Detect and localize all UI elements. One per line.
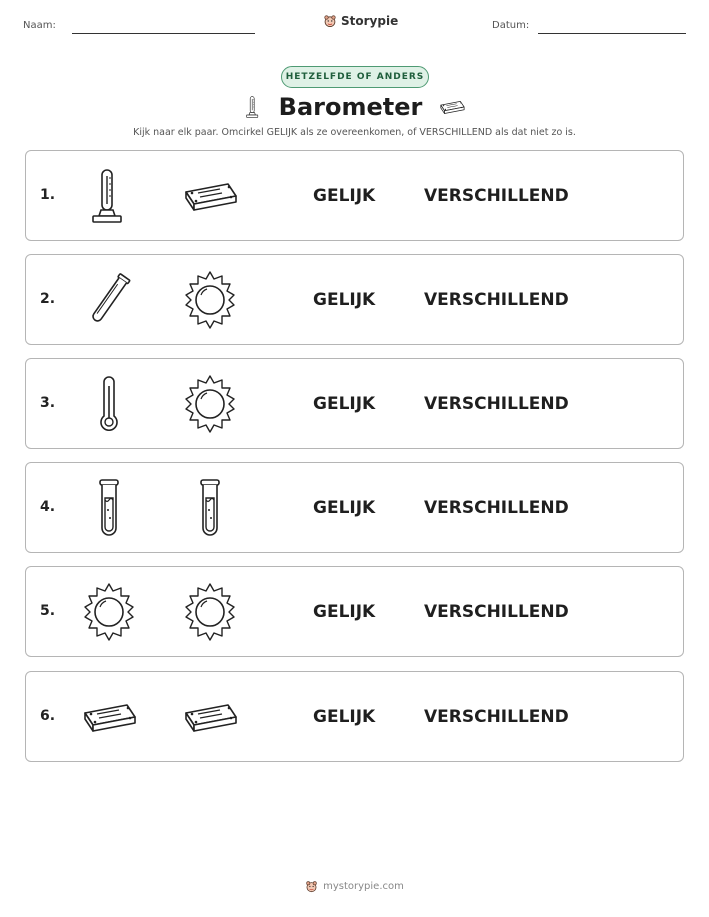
option-different[interactable]: VERSCHILLEND xyxy=(424,602,569,622)
worksheet-badge: HETZELFDE OF ANDERS xyxy=(281,66,429,88)
question-row xyxy=(25,462,684,553)
option-same[interactable]: GELIJK xyxy=(313,498,376,518)
liquid-tube-icon xyxy=(79,478,139,538)
option-different[interactable]: VERSCHILLEND xyxy=(424,498,569,518)
question-row xyxy=(25,671,684,762)
sun-icon xyxy=(180,582,240,642)
page-title: Barometer xyxy=(278,93,423,121)
brand-name: Storypie xyxy=(341,14,399,28)
sun-icon xyxy=(79,582,139,642)
weather-station-icon xyxy=(180,166,240,226)
option-same[interactable]: GELIJK xyxy=(313,186,376,206)
thermometer-icon xyxy=(79,374,139,434)
test-tube-icon xyxy=(79,270,139,330)
title-row xyxy=(0,91,709,123)
barometer-icon xyxy=(241,91,265,123)
question-row xyxy=(25,150,684,241)
option-different[interactable]: VERSCHILLEND xyxy=(424,290,569,310)
barometer-icon xyxy=(79,166,139,226)
question-number: 5. xyxy=(40,603,56,619)
option-same[interactable]: GELIJK xyxy=(313,290,376,310)
name-label: Naam: xyxy=(23,20,56,31)
weather-station-icon xyxy=(180,687,240,747)
question-number: 1. xyxy=(40,187,56,203)
sun-icon xyxy=(180,374,240,434)
question-row xyxy=(25,566,684,657)
footer-url: mystorypie.com xyxy=(323,881,404,892)
mascot-icon xyxy=(305,880,318,893)
option-different[interactable]: VERSCHILLEND xyxy=(424,186,569,206)
instruction-text: Kijk naar elk paar. Omcirkel GELIJK als ze overeenkomen, of VERSCHILLEND als dat niet zo is. xyxy=(133,127,576,138)
date-label: Datum: xyxy=(492,20,530,31)
option-same[interactable]: GELIJK xyxy=(313,394,376,414)
weather-station-icon xyxy=(79,687,139,747)
question-number: 6. xyxy=(40,708,56,724)
question-number: 2. xyxy=(40,291,56,307)
brand-logo xyxy=(323,14,398,28)
liquid-tube-icon xyxy=(180,478,240,538)
name-input-line[interactable] xyxy=(72,33,255,34)
weather-station-icon xyxy=(436,93,468,121)
question-row xyxy=(25,358,684,449)
sun-icon xyxy=(180,270,240,330)
option-different[interactable]: VERSCHILLEND xyxy=(424,394,569,414)
question-number: 4. xyxy=(40,499,56,515)
date-input-line[interactable] xyxy=(538,33,686,34)
question-row xyxy=(25,254,684,345)
footer xyxy=(0,880,709,893)
option-same[interactable]: GELIJK xyxy=(313,602,376,622)
option-same[interactable]: GELIJK xyxy=(313,707,376,727)
option-different[interactable]: VERSCHILLEND xyxy=(424,707,569,727)
question-number: 3. xyxy=(40,395,56,411)
mascot-icon xyxy=(323,14,337,28)
